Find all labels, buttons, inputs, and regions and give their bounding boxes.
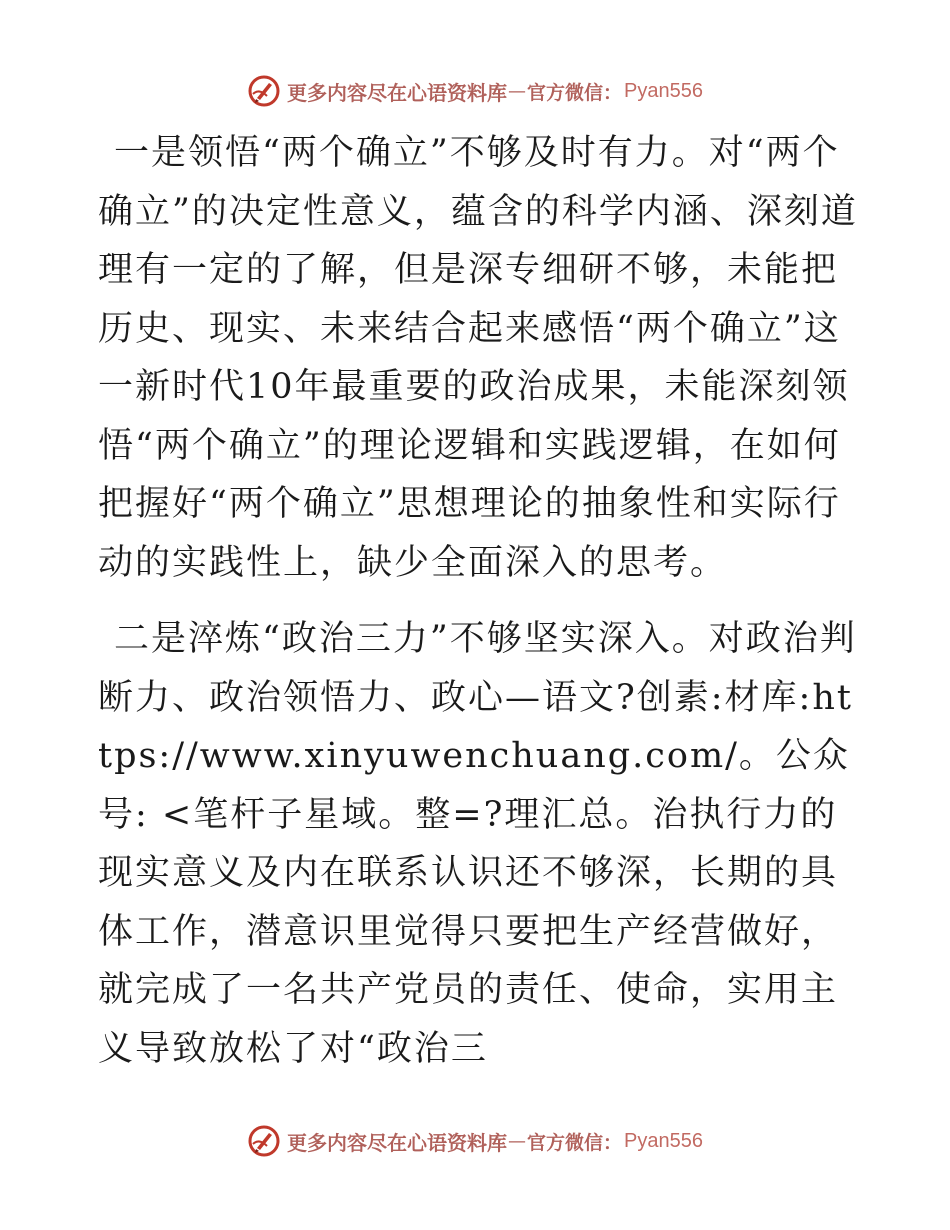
paragraph-1	[98, 124, 858, 592]
banner-dash: —	[508, 1130, 526, 1152]
banner-wechat-label: 官方微信：	[527, 1131, 623, 1154]
banner-site-name: 更多内容尽在心语资料库	[287, 80, 507, 105]
document-body	[98, 124, 858, 1078]
banner-wechat-id: Pyan556	[624, 1129, 703, 1152]
banner-dash: —	[508, 80, 526, 102]
brush-logo-icon	[247, 1124, 281, 1158]
paragraph-2-text: 二是淬炼“政治三力”不够坚实深入。对政治判断力、政治领悟力、政心—语文?创素:材库:https://www.xinyuwenchuang.com/。公众号: <笔杆子星域。整=?理汇总。治执行力的现实意义及内在联系认识还不够深，长期的具体工作，潜意识里觉得只要把生产经营做好，就完成了一名共产党员的责任、使命，实用主义导致放松了对“政治三	[98, 619, 857, 1069]
paragraph-1-text: 一是领悟“两个确立”不够及时有力。对“两个确立”的决定性意义，蕴含的科学内涵、深刻道理有一定的了解，但是深专细研不够，未能把历史、现实、未来结合起来感悟“两个确立”这一新时代10年最重要的政治成果，未能深刻领悟“两个确立”的理论逻辑和实践逻辑，在如何把握好“两个确立”思想理论的抽象性和实际行动的实践性上，缺少全面深入的思考。	[98, 133, 858, 583]
banner-wechat-label: 官方微信：	[527, 81, 623, 104]
paragraph-2	[98, 610, 858, 1078]
banner-wechat-id: Pyan556	[624, 79, 703, 102]
footer-banner	[0, 1121, 950, 1161]
brush-logo-icon	[247, 74, 281, 108]
banner-site-name: 更多内容尽在心语资料库	[287, 1130, 507, 1155]
header-banner	[0, 71, 950, 111]
